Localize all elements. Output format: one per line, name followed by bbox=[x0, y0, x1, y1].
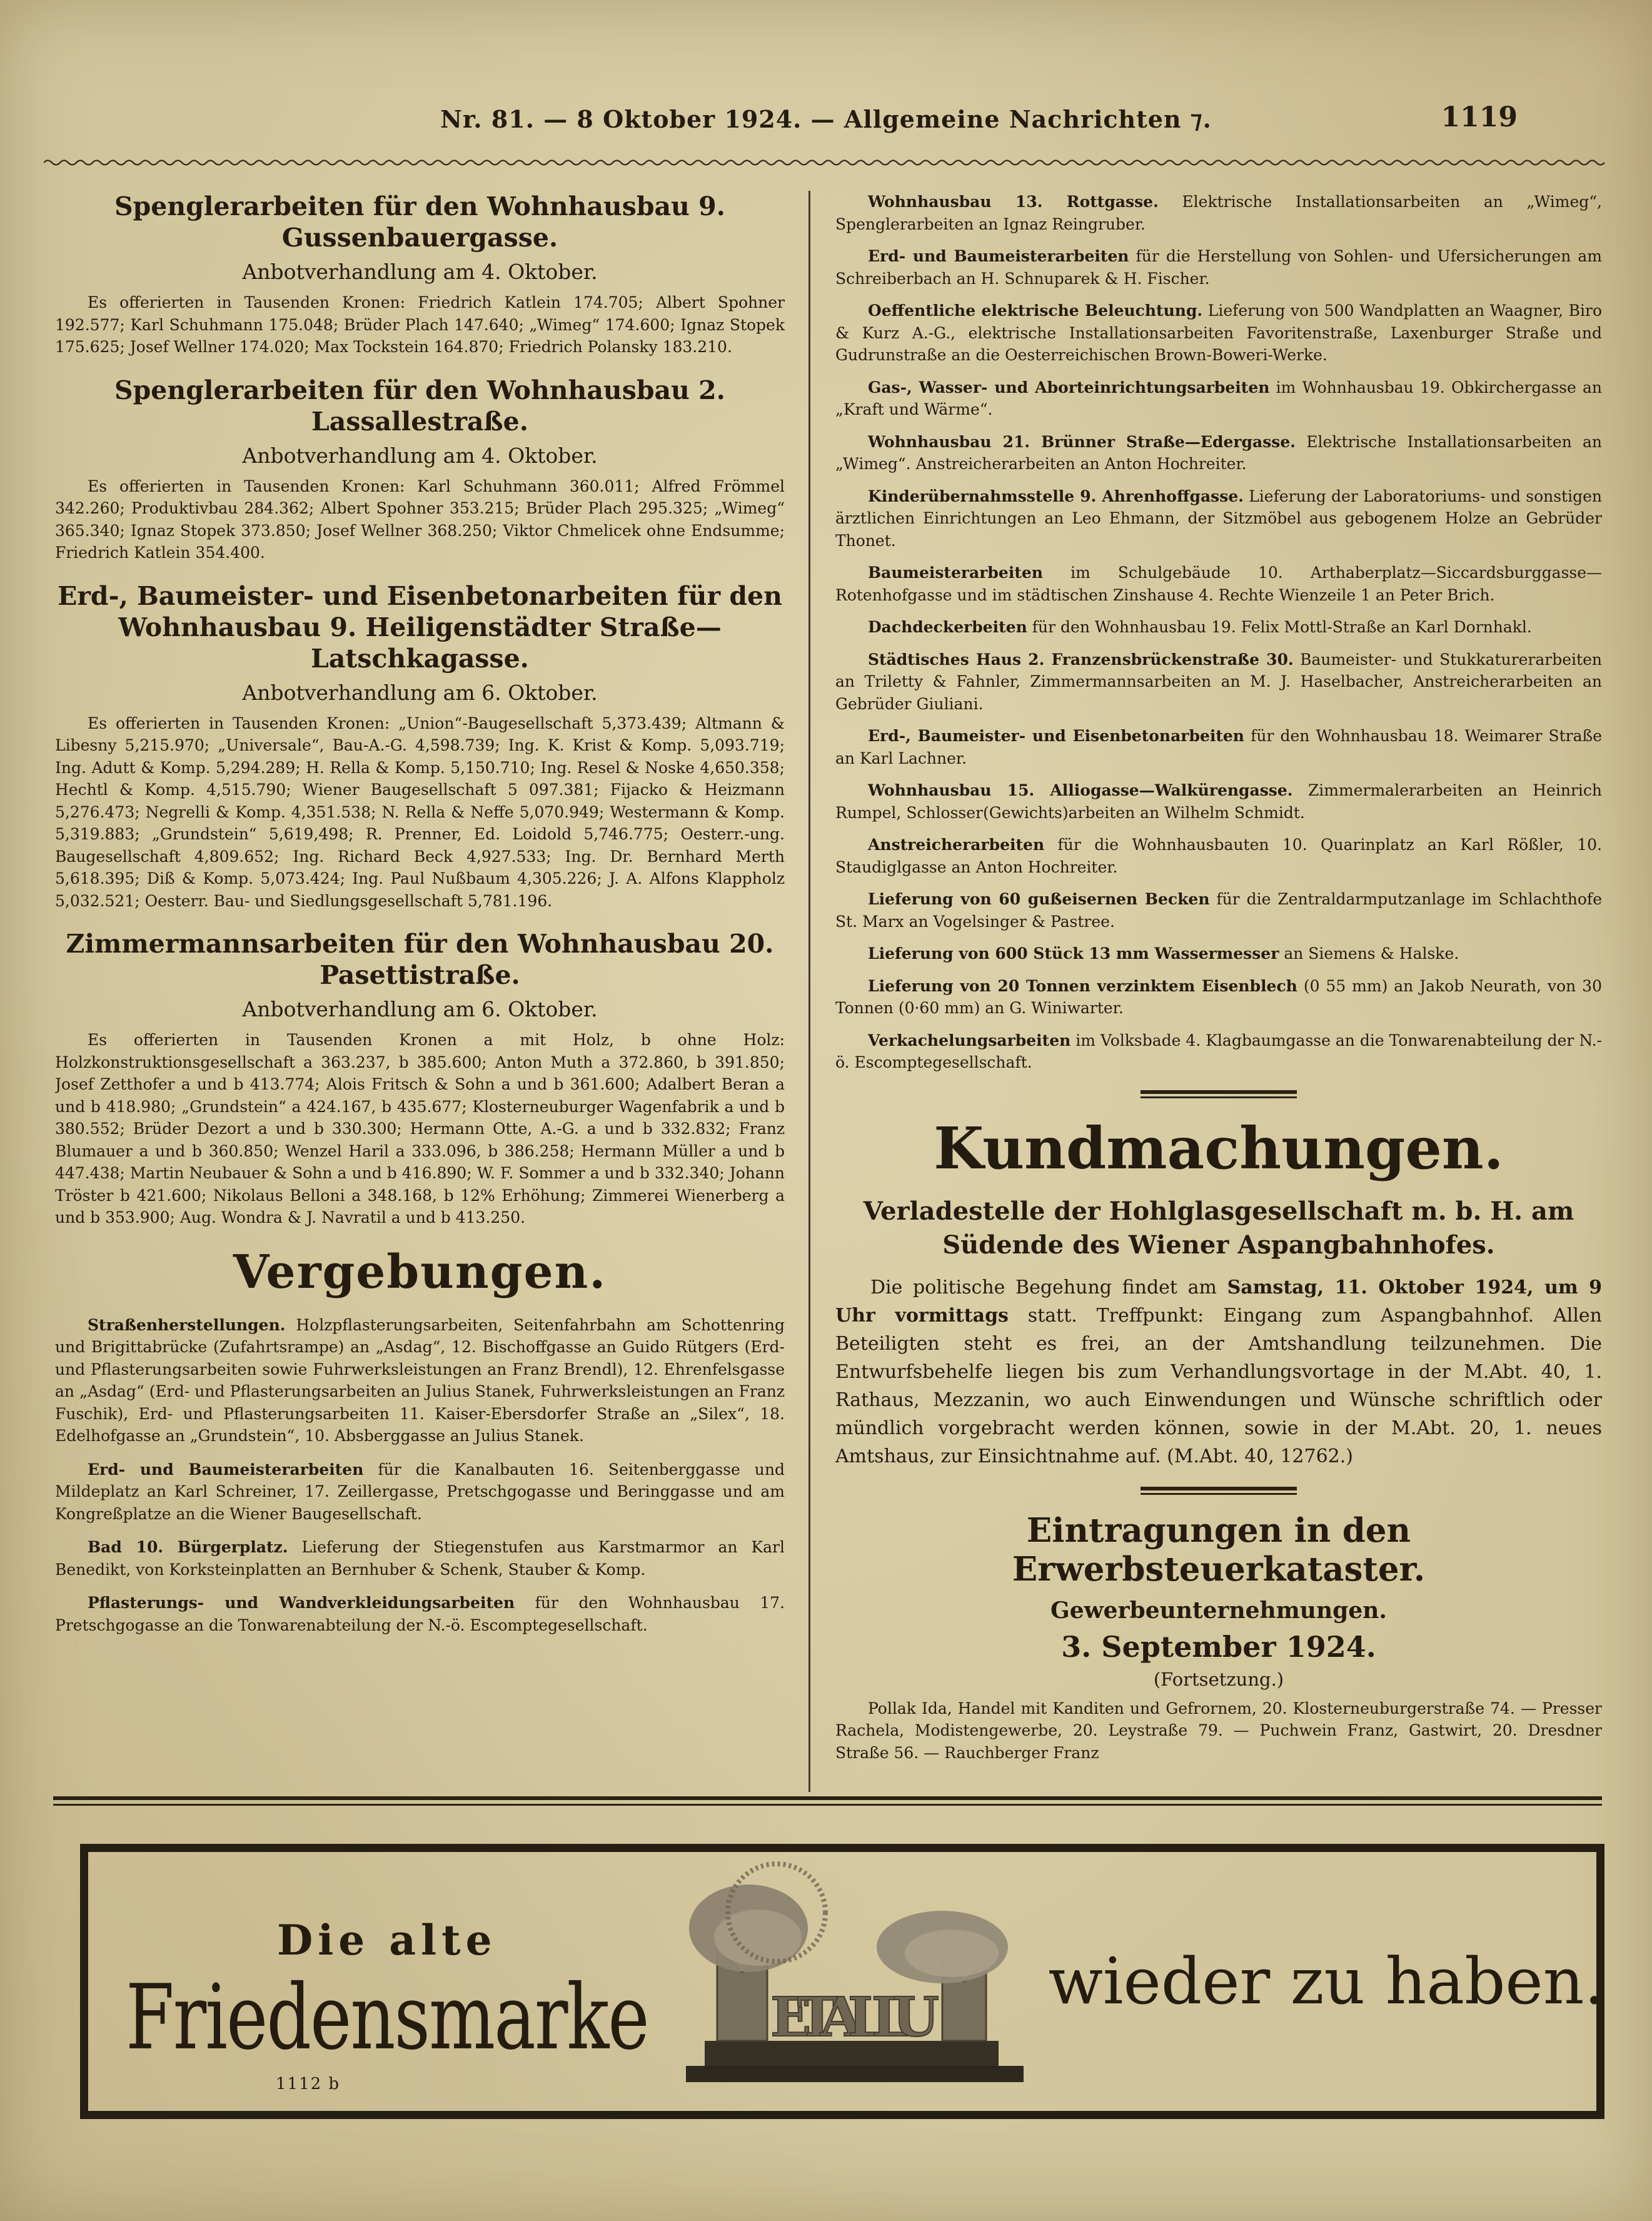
right-column bbox=[808, 191, 1602, 1792]
vergebungen-paragraphs bbox=[55, 1314, 785, 1637]
notice-item bbox=[835, 191, 1602, 235]
notice-lead: Dachdeckerbeiten bbox=[868, 618, 1027, 636]
notice-item bbox=[835, 779, 1602, 824]
ad-line2: Friedensmarke bbox=[126, 1966, 648, 2070]
paragraph-lead: Pflasterungs- und Wandverkleidungsarbeiten bbox=[88, 1594, 515, 1612]
section-divider bbox=[1141, 1487, 1297, 1495]
notice-item bbox=[835, 834, 1602, 878]
paragraph-text: Lieferung der Stiegenstufen aus Karstmarmor an Karl Benedikt, von Korksteinplatten an Bernhuber & Schenk, Stauber & Komp. bbox=[55, 1538, 785, 1579]
notice-text: (0 55 mm) an Jakob Neurath, von 30 Tonnen (0·60 mm) an G. Winiwarter. bbox=[835, 976, 1602, 1017]
kundmachungen-heading: Kundmachungen. bbox=[934, 1114, 1504, 1182]
notice-item bbox=[835, 485, 1602, 552]
notice-lead: Erd- und Baumeisterarbeiten bbox=[868, 247, 1129, 265]
notice-text: im Schulgebäude 10. Arthaberplatz—Siccardsburggasse—Rotenhofgasse und im städtischen Zinshause 4. Rechte Wienzeile 1 an Peter Brich. bbox=[835, 564, 1602, 604]
section-title: Erd-, Baumeister- und Eisenbetonarbeiten für den Wohnhausbau 9. Heiligenstädter Straße—Latschkagasse. bbox=[58, 580, 782, 674]
metall-monument-illustration bbox=[648, 1853, 1049, 2103]
notice-text: im Wohnhausbau 19. Obkirchergasse an „Kraft und Wärme“. bbox=[835, 378, 1602, 418]
left-column bbox=[55, 191, 808, 1792]
double-rule bbox=[53, 1796, 1602, 1806]
notice-item bbox=[835, 943, 1602, 965]
svg-text:ETALLU: ETALLU bbox=[770, 1986, 939, 2049]
notice-text: im Volksbade 4. Klagbaumgasse an die Tonwarenabteilung der N.-ö. Escomptegesellschaft. bbox=[835, 1031, 1602, 1071]
notice-item bbox=[835, 725, 1602, 769]
ad-left-block bbox=[126, 1916, 648, 2070]
notice-lead: Baumeisterarbeiten bbox=[868, 564, 1043, 582]
notice-lead: Wohnhausbau 21. Brünner Straße—Edergasse. bbox=[868, 432, 1296, 451]
tender-section bbox=[55, 928, 785, 1229]
notice-text: für den Wohnhausbau 19. Felix Mottl-Straße an Karl Dornhakl. bbox=[1032, 618, 1532, 636]
notice-lead: Gas-, Wasser- und Aborteinrichtungsarbeiten bbox=[868, 378, 1270, 397]
notice-text: an Siemens & Halske. bbox=[1284, 944, 1459, 963]
notice-item bbox=[835, 888, 1602, 933]
kundmachungen-paragraph: Die politische Begehung findet am Samstag, 11. Oktober 1924, um 9 Uhr vormittags statt. Treffpunkt: Eingang zum Aspangbahnhof. Allen Beteiligten steht es frei, an der Amtshandlung teilzunehmen. Die Entwurfsbehelfe liegen bis zum Verhandlungsvortage in der M.Abt. 40, 1. Rathaus, Mezzanin, wo auch Einwendungen und Wünsche schriftlich oder mündlich vorgebracht werden können, sowie in der M.Abt. 20, 1. neues Amtshaus, zur Einsichtnahme auf. (M.Abt. 40, 12762.) bbox=[835, 1276, 1602, 1467]
section-subtitle: Anbotverhandlung am 6. Oktober. bbox=[242, 680, 598, 705]
notice-item bbox=[835, 975, 1602, 1019]
notice-lead: Oeffentliche elektrische Beleuchtung. bbox=[868, 301, 1203, 320]
vergebungen-paragraph bbox=[55, 1459, 785, 1525]
notice-item bbox=[835, 562, 1602, 606]
eintragungen-paragraph: Pollak Ida, Handel mit Kanditen und Gefrornem, 20. Klosterneuburgerstraße 74. — Presser Rachela, Modistengewerbe, 20. Leystraße 79. — Puchwein Franz, Gastwirt, 20. Dresdner Straße 56. — Rauchberger Franz bbox=[835, 1699, 1602, 1762]
notice-text: Zimmermalerarbeiten an Heinrich Rumpel, Schlosser(Gewichts)arbeiten an Wilhelm Schmidt. bbox=[835, 781, 1602, 822]
section-title: Spenglerarbeiten für den Wohnhausbau 9. Gussenbauergasse. bbox=[114, 191, 725, 253]
section-subtitle: Anbotverhandlung am 4. Oktober. bbox=[242, 260, 598, 285]
section-divider bbox=[1141, 1090, 1297, 1098]
paragraph-text: für den Wohnhausbau 17. Pretschgogasse an die Tonwarenabteilung der N.-ö. Escomptegesellschaft. bbox=[55, 1594, 785, 1634]
notice-text: für die Wohnhausbauten 10. Quarinplatz an Karl Rößler, 10. Staudiglgasse an Anton Hochreiter. bbox=[835, 836, 1602, 876]
notice-lead: Erd-, Baumeister- und Eisenbetonarbeiten bbox=[868, 727, 1244, 745]
notice-item bbox=[835, 377, 1602, 421]
notice-text: für die Herstellung von Sohlen- und Ufersicherungen am Schreiberbach an H. Schnuparek & H. Fischer. bbox=[835, 247, 1602, 288]
wavy-rule bbox=[44, 158, 1608, 168]
section-subtitle: Anbotverhandlung am 6. Oktober. bbox=[242, 997, 598, 1022]
notice-text: Elektrische Installationsarbeiten an „Wimeg“. Anstreicherarbeiten an Anton Hochreiter. bbox=[835, 432, 1602, 473]
notice-item bbox=[835, 431, 1602, 475]
section-body: Es offerierten in Tausenden Kronen: Karl Schuhmann 360.011; Alfred Frömmel 342.260; Produktivbau 284.362; Albert Spohner 353.215; Brüder Plach 295.325; „Wimeg“ 365.340; Ignaz Stopek 373.850; Josef Wellner 368.250; Viktor Chmelicek ohne Endsumme; Friedrich Katlein 354.400. bbox=[55, 477, 785, 562]
advertisement bbox=[80, 1844, 1604, 2119]
tender-sections bbox=[55, 191, 785, 1229]
tender-section bbox=[55, 375, 785, 564]
eintragungen-subheading: Gewerbeunternehmungen. bbox=[1050, 1597, 1387, 1624]
vergebungen-heading: Vergebungen. bbox=[233, 1245, 607, 1299]
section-subtitle: Anbotverhandlung am 4. Oktober. bbox=[242, 443, 598, 468]
section-body: Es offerierten in Tausenden Kronen: Friedrich Katlein 174.705; Albert Spohner 192.577; Karl Schuhmann 175.048; Brüder Plach 147.640; „Wimeg“ 174.600; Ignaz Stopek 175.625; Josef Wellner 174.020; Max Tockstein 164.870; Friedrich Polansky 183.210. bbox=[55, 293, 785, 357]
page-number: 1119 bbox=[1441, 101, 1518, 133]
section-body: Es offerierten in Tausenden Kronen a mit Holz, b ohne Holz: Holzkonstruktionsgesellschaft a 363.237, b 385.600; Anton Muth a 372.860, b 391.850; Josef Zetthofer a und b 413.774; Alois Fritsch & Sohn a und b 361.600; Adalbert Beran a und b 418.980; „Grundstein“ a 424.167, b 435.677; Klosterneuburger Wagenfabrik a und b 380.552; Brüder Dezort a und b 330.300; Hermann Otte, A.-G. a und b 332.832; Franz Blumauer a und b 360.850; Wenzel Haril a 333.096, b 386.258; Hermann Müller a und b 447.438; Martin Neubauer & Sohn a und b 416.890; W. F. Sommer a und b 332.340; Johann Tröster b 421.600; Nikolaus Belloni a 348.168, b 12% Erhöhung; Zimmerei Wienerberg a und b 353.900; Aug. Wondra & J. Navratil a und b 413.250. bbox=[55, 1031, 785, 1227]
vergebungen-paragraph bbox=[55, 1592, 785, 1636]
ad-line1: Die alte bbox=[277, 1916, 497, 1965]
paragraph-lead: Erd- und Baumeisterarbeiten bbox=[88, 1460, 364, 1479]
notice-lead: Lieferung von 600 Stück 13 mm Wassermesser bbox=[868, 944, 1279, 963]
text-columns bbox=[55, 191, 1602, 1792]
section-title: Spenglerarbeiten für den Wohnhausbau 2. Lassallestraße. bbox=[114, 375, 725, 437]
notice-item bbox=[835, 616, 1602, 639]
notice-text: Lieferung von 500 Wandplatten an Waagner, Biro & Kurz A.-G., elektrische Installationsarbeiten Favoritenstraße, Laxenburger Straße und Gudrunstraße an die Oesterreichischen Brown-Boweri-Werke. bbox=[835, 301, 1602, 364]
kundmachungen-subheading: Verladestelle der Hohlglasgesellschaft m. b. H. am Südende des Wiener Aspangbahnhofes. bbox=[863, 1196, 1574, 1260]
notice-item bbox=[835, 245, 1602, 290]
notice-text: für den Wohnhausbau 18. Weimarer Straße an Karl Lachner. bbox=[835, 727, 1602, 767]
notice-item bbox=[835, 300, 1602, 367]
notice-text: für die Zentraldarmputzanlage im Schlachthofe St. Marx an Vogelsinger & Pastree. bbox=[835, 890, 1602, 931]
notice-item bbox=[835, 649, 1602, 716]
notice-item bbox=[835, 1030, 1602, 1074]
notice-lead: Verkachelungsarbeiten bbox=[868, 1031, 1071, 1050]
paragraph-lead: Straßenherstellungen. bbox=[88, 1315, 286, 1334]
notice-lead: Kinderübernahmsstelle 9. Ahrenhoffgasse. bbox=[868, 487, 1244, 505]
paragraph-text: Holzpflasterungsarbeiten, Seitenfahrbahn am Schottenring und Brigittabrücke (Zufahrtsrampe) an „Asdag“, 12. Bischoffgasse an Guido Rütgers (Erd- und Pflasterungsarbeiten sowie Fuhrwerksleistungen an Franz Brendl), 12. Ehrenfelsgasse an „Asdag“ (Erd- und Pflasterungsarbeiten an Julius Stanek, Fuhrwerksleistungen an Franz Fuschik), Erd- und Pflasterungsarbeiten 11. Kaiser-Ebersdorfer Straße an „Silex“, 18. Edelhofgasse an „Grundstein“, 10. Absberggasse an Julius Stanek. bbox=[55, 1315, 785, 1445]
paragraph-lead: Bad 10. Bürgerplatz. bbox=[88, 1538, 288, 1557]
vergebungen-paragraph bbox=[55, 1314, 785, 1447]
eintragungen-heading: Eintragungen in den Erwerbsteuerkataster. bbox=[1012, 1510, 1426, 1589]
tender-section bbox=[55, 580, 785, 913]
notice-text: Elektrische Installationsarbeiten an „Wimeg“, Spenglerarbeiten an Ignaz Reingruber. bbox=[835, 193, 1602, 233]
paragraph-text: für die Kanalbauten 16. Seitenberggasse und Mildeplatz an Karl Schreiner, 17. Zeillergasse, Pretschgogasse und Beringgasse und am Kongreßplatze an die Wiener Baugesellschaft. bbox=[55, 1460, 785, 1523]
notice-items bbox=[835, 191, 1602, 1074]
vergebungen-paragraph bbox=[55, 1536, 785, 1581]
fortsetzung-note: (Fortsetzung.) bbox=[1153, 1668, 1284, 1690]
page-header bbox=[53, 101, 1599, 149]
issue-line: Nr. 81. — 8 Oktober 1924. — Allgemeine Nachrichten ⁊. bbox=[440, 105, 1212, 133]
notice-lead: Wohnhausbau 15. Alliogasse—Walkürengasse. bbox=[868, 781, 1293, 799]
section-body: Es offerierten in Tausenden Kronen: „Union“-Baugesellschaft 5,373.439; Altmann & Libesny 5,215.970; „Universale“, Bau-A.-G. 4,598.739; Ing. K. Krist & Komp. 5,093.719; Ing. Adutt & Komp. 5,294.289; H. Rella & Komp. 5,150.710; Ing. Resel & Noske 4,650.358; Hechtl & Komp. 4,515.790; Wiener Baugesellschaft 5 097.381; Fijacko & Heizmann 5,276.473; Negrelli & Komp. 4,351.538; N. Rella & Neffe 5,070.949; Westermann & Komp. 5,319.883; „Grundstein“ 5,619,498; R. Prenner, Ed. Loidold 5,746.775; Oesterr.-ung. Baugesellschaft 4,809.652; Ing. Richard Beck 4,927.533; Ing. Dr. Bernhard Merth 5,618.395; Diß & Komp. 5,073.424; Ing. Paul Nußbaum 4,305.226; J. A. Alfons Klappholz 5,032.521; Oesterr. Bau- und Siedlungsgesellschaft 5,781.196. bbox=[55, 714, 785, 910]
notice-text: Baumeister- und Stukkaturerarbeiten an Triletty & Fahnler, Zimmermannsarbeiten an M. J. Haselbacher, Anstreicherarbeiten an Gebrüder Giuliani. bbox=[835, 650, 1602, 713]
notice-lead: Lieferung von 20 Tonnen verzinktem Eisenblech bbox=[868, 976, 1297, 995]
tender-section bbox=[55, 191, 785, 358]
notice-lead: Wohnhausbau 13. Rottgasse. bbox=[868, 193, 1159, 211]
notice-lead: Anstreicherarbeiten bbox=[868, 836, 1045, 854]
ad-number: 1112 b bbox=[276, 2075, 341, 2093]
notice-lead: Städtisches Haus 2. Franzensbrückenstraße 30. bbox=[868, 650, 1294, 669]
notice-text: Lieferung der Laboratoriums- und sonstigen ärztlichen Einrichtungen an Leo Ehmann, der Sitzmöbel aus gebogenem Holze an Gebrüder Thonet. bbox=[835, 487, 1602, 550]
notice-lead: Lieferung von 60 gußeisernen Becken bbox=[868, 890, 1210, 908]
ad-right-text: wieder zu haben. bbox=[1048, 1944, 1604, 2019]
section-title: Zimmermannsarbeiten für den Wohnhausbau 20. Pasettistraße. bbox=[66, 929, 774, 991]
eintragungen-date: 3. September 1924. bbox=[1061, 1629, 1376, 1664]
